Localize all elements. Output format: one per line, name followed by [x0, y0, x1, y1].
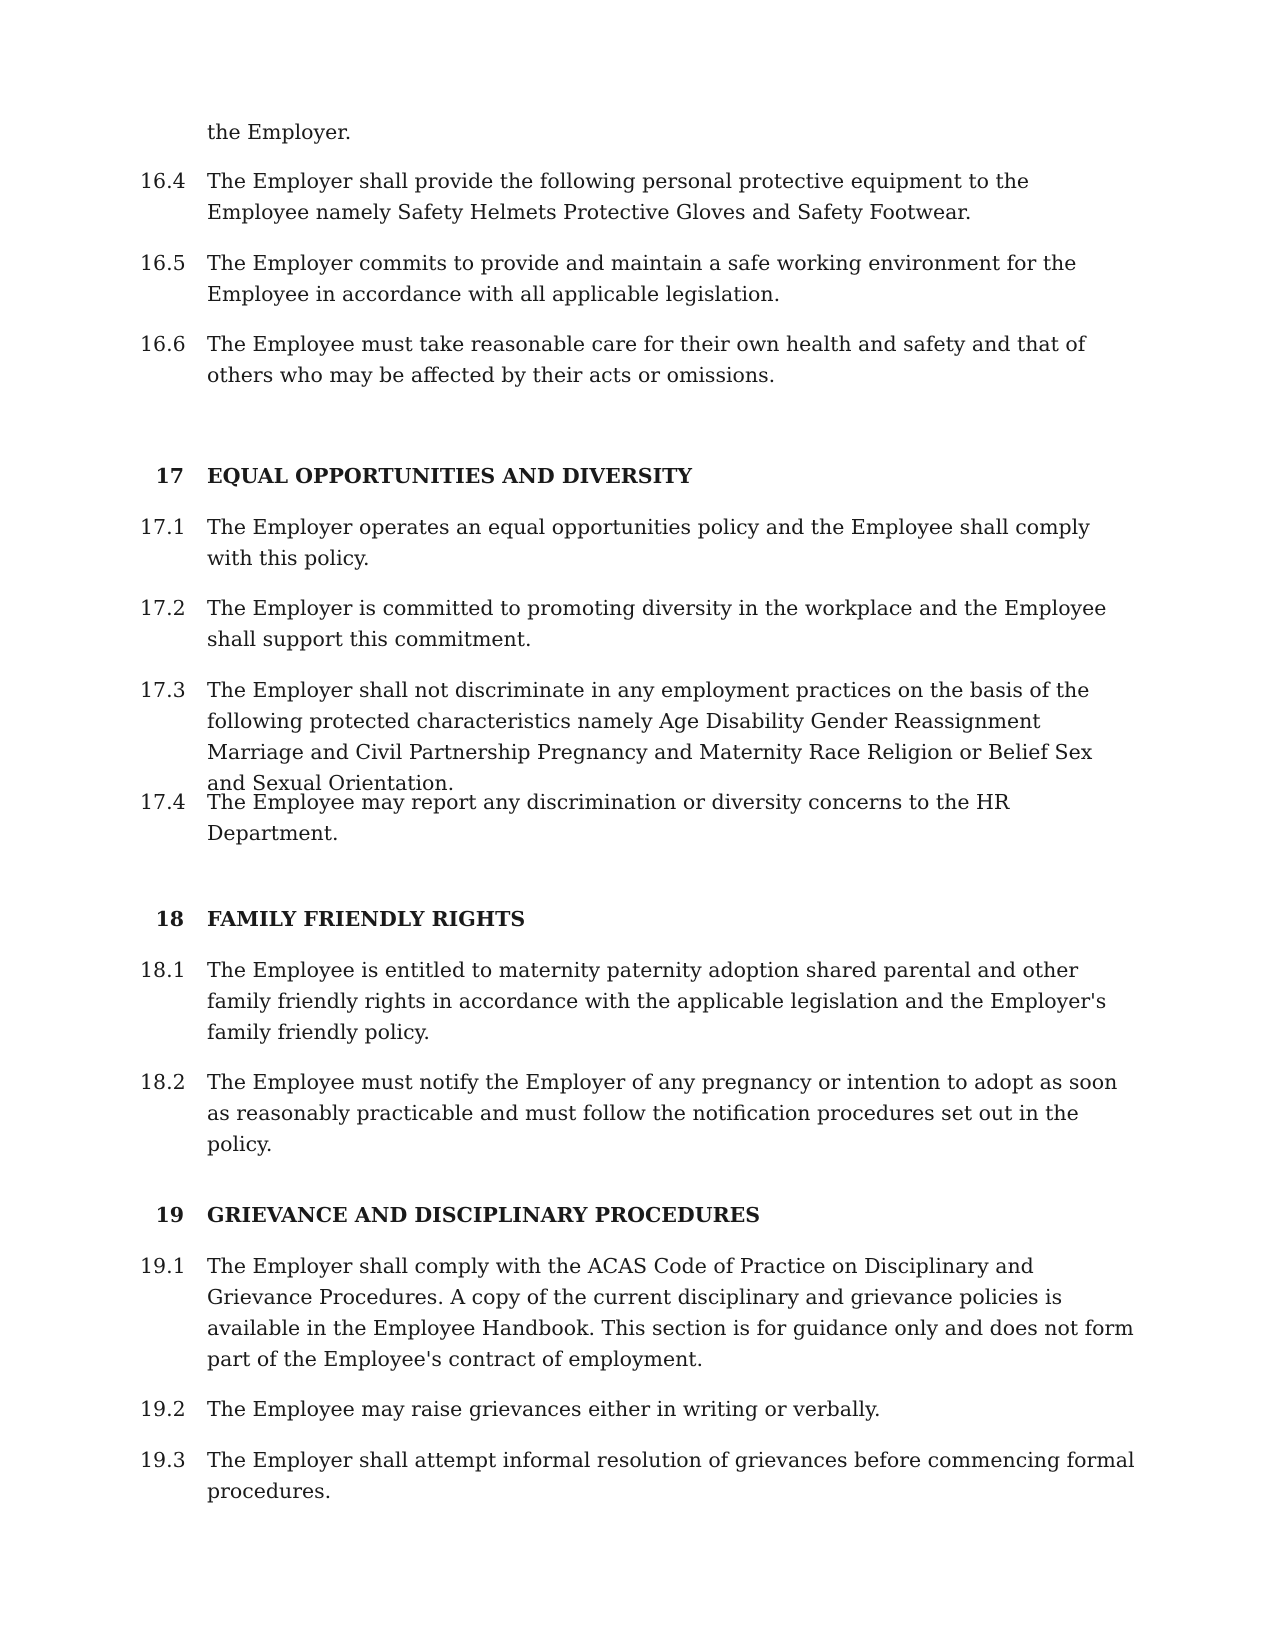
clause-text: The Employee may raise grievances either in writing or verbally. — [207, 1397, 881, 1421]
clause-number: 16.4 — [140, 169, 186, 193]
clause-number: 16.5 — [140, 251, 186, 275]
clause-text: The Employer operates an equal opportunities policy and the Employee shall comply with this policy. — [207, 515, 1090, 570]
clause-text: The Employee is entitled to maternity paternity adoption shared parental and other family friendly rights in accordance with the applicable legislation and the Employer's family friendly policy. — [207, 958, 1107, 1044]
clause-text: The Employee may report any discrimination or diversity concerns to the HR Department. — [207, 790, 1010, 845]
clause-number: 18.1 — [140, 958, 186, 982]
section-number: 19 — [155, 1203, 184, 1227]
section-number: 17 — [155, 464, 184, 488]
clause-text: The Employer commits to provide and maintain a safe working environment for the Employee in accordance with all applicable legislation. — [207, 251, 1077, 306]
clause-text: The Employer shall comply with the ACAS Code of Practice on Disciplinary and Grievance Procedures. A copy of the current disciplinary and grievance policies is available in the Employee Handbook. This section is for guidance only and does not form part of the Employee's contract of employment. — [207, 1254, 1134, 1371]
clause-text: The Employee must take reasonable care for their own health and safety and that of others who may be affected by their acts or omissions. — [207, 332, 1086, 387]
clause-text: The Employer shall provide the following personal protective equipment to the Employee namely Safety Helmets Protective Gloves and Safety Footwear. — [207, 169, 1030, 224]
clause-number: 17.4 — [140, 790, 186, 814]
clause-number: 19.2 — [140, 1397, 186, 1421]
clause-text: The Employer is committed to promoting diversity in the workplace and the Employee shall support this commitment. — [207, 596, 1107, 651]
continuation-text: the Employer. — [207, 120, 352, 144]
clause-text: The Employer shall attempt informal resolution of grievances before commencing formal procedures. — [207, 1448, 1135, 1503]
section-title: FAMILY FRIENDLY RIGHTS — [207, 907, 526, 931]
clause-number: 19.1 — [140, 1254, 186, 1278]
clause-number: 18.2 — [140, 1070, 186, 1094]
clause-text: The Employer shall not discriminate in any employment practices on the basis of the following protected characteristics namely Age Disability Gender Reassignment Marriage and Civil Partnership Pregnancy and Maternity Race Religion or Belief Sex and Sexual Orientation. — [207, 678, 1093, 795]
clause-number: 17.2 — [140, 596, 186, 620]
section-number: 18 — [155, 907, 184, 931]
clause-number: 16.6 — [140, 332, 186, 356]
clause-number: 17.3 — [140, 678, 186, 702]
clause-number: 17.1 — [140, 515, 186, 539]
section-title: GRIEVANCE AND DISCIPLINARY PROCEDURES — [207, 1203, 761, 1227]
clause-number: 19.3 — [140, 1448, 186, 1472]
section-title: EQUAL OPPORTUNITIES AND DIVERSITY — [207, 464, 693, 488]
clause-text: The Employee must notify the Employer of any pregnancy or intention to adopt as soon as reasonably practicable and must follow the notification procedures set out in the policy. — [207, 1070, 1118, 1156]
